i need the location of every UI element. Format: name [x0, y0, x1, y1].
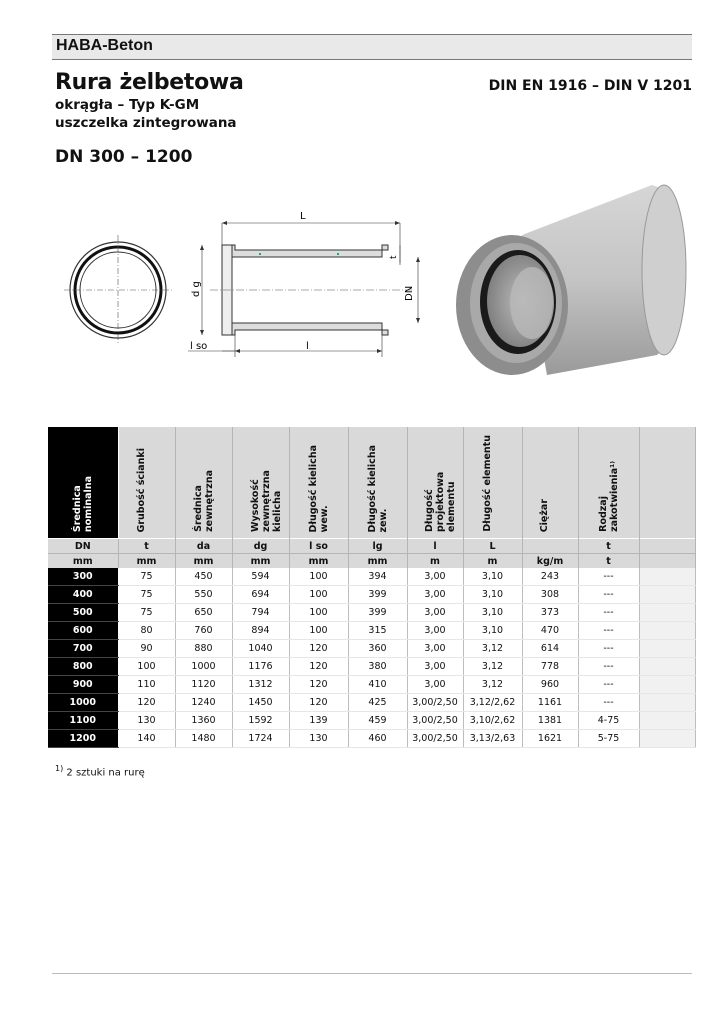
column-header: Rodzaj zakotwienia¹⁾: [578, 427, 639, 539]
dn-cell: 500: [48, 604, 118, 622]
table-cell: 3,10: [463, 622, 522, 640]
spec-table: [48, 427, 696, 748]
filler-cell: [639, 730, 695, 748]
table-cell: 394: [348, 568, 407, 586]
table-cell: 3,10/2,62: [463, 712, 522, 730]
dn-cell: 600: [48, 622, 118, 640]
bottom-divider: [52, 973, 692, 974]
filler-cell: [639, 586, 695, 604]
table-cell: 110: [118, 676, 175, 694]
table-cell: ---: [578, 568, 639, 586]
dn-cell: 1200: [48, 730, 118, 748]
filler-cell: [639, 676, 695, 694]
table-row: [48, 568, 695, 586]
table-cell: 120: [289, 640, 348, 658]
table-cell: 1360: [175, 712, 232, 730]
table-cell: 960: [522, 676, 578, 694]
table-cell: 5-75: [578, 730, 639, 748]
table-unit-row: [48, 554, 695, 569]
table-cell: 75: [118, 568, 175, 586]
table-cell: ---: [578, 694, 639, 712]
table-cell: 4-75: [578, 712, 639, 730]
technical-drawing: [60, 205, 420, 365]
symbol-cell: t: [118, 539, 175, 554]
dn-cell: 800: [48, 658, 118, 676]
table-cell: 75: [118, 604, 175, 622]
dn-cell: 400: [48, 586, 118, 604]
table-cell: 373: [522, 604, 578, 622]
table-cell: 120: [289, 694, 348, 712]
filler-cell: [639, 554, 695, 569]
table-row: [48, 676, 695, 694]
table-cell: 100: [118, 658, 175, 676]
table-cell: 360: [348, 640, 407, 658]
column-header: Średnica zewnętrzna: [175, 427, 232, 539]
table-cell: 1040: [232, 640, 289, 658]
table-cell: 315: [348, 622, 407, 640]
table-symbol-row: [48, 539, 695, 554]
table-cell: 3,00: [407, 658, 463, 676]
dn-cell: 300: [48, 568, 118, 586]
brand-bar: [52, 34, 692, 60]
table-cell: 550: [175, 586, 232, 604]
table-cell: 1480: [175, 730, 232, 748]
table-cell: 894: [232, 622, 289, 640]
table-cell: 3,00: [407, 640, 463, 658]
table-cell: ---: [578, 604, 639, 622]
product-subtitle-type: okrągła – Typ K-GM: [55, 97, 200, 113]
table-cell: 470: [522, 622, 578, 640]
dim-label-lso: l so: [190, 341, 208, 352]
table-cell: 100: [289, 622, 348, 640]
table-cell: 3,00/2,50: [407, 730, 463, 748]
footnote-mark: 1): [55, 764, 64, 773]
unit-cell: mm: [289, 554, 348, 569]
column-header: Długość kielicha wew.: [289, 427, 348, 539]
table-cell: ---: [578, 586, 639, 604]
column-header: Długość elementu: [463, 427, 522, 539]
column-header: Wysokość zewnętrzna kielicha: [232, 427, 289, 539]
symbol-cell: t: [578, 539, 639, 554]
table-cell: ---: [578, 658, 639, 676]
table-cell: 614: [522, 640, 578, 658]
table-cell: 140: [118, 730, 175, 748]
table-cell: 3,12/2,62: [463, 694, 522, 712]
table-cell: 3,13/2,63: [463, 730, 522, 748]
table-cell: 1312: [232, 676, 289, 694]
symbol-cell: [522, 539, 578, 554]
dim-label-t: t: [389, 255, 399, 259]
filler-cell: [639, 539, 695, 554]
table-row: [48, 712, 695, 730]
symbol-cell: lg: [348, 539, 407, 554]
pipe-image: [452, 175, 692, 390]
product-title: Rura żelbetowa: [55, 70, 244, 95]
table-cell: 410: [348, 676, 407, 694]
column-header: Długość kielicha zew.: [348, 427, 407, 539]
table-cell: 100: [289, 568, 348, 586]
table-cell: 100: [289, 604, 348, 622]
table-cell: 1621: [522, 730, 578, 748]
table-cell: 3,12: [463, 658, 522, 676]
table-cell: 3,10: [463, 586, 522, 604]
unit-cell: t: [578, 554, 639, 569]
table-cell: 399: [348, 604, 407, 622]
table-cell: ---: [578, 622, 639, 640]
unit-cell: m: [407, 554, 463, 569]
unit-cell: mm: [348, 554, 407, 569]
table-cell: 130: [289, 730, 348, 748]
table-cell: 120: [118, 694, 175, 712]
table-row: [48, 586, 695, 604]
table-row: [48, 604, 695, 622]
dn-cell: 1100: [48, 712, 118, 730]
table-cell: 139: [289, 712, 348, 730]
column-header: Średnica nominalna: [48, 427, 118, 539]
table-cell: 3,10: [463, 568, 522, 586]
table-cell: 120: [289, 676, 348, 694]
column-header: Długość projektowa elementu: [407, 427, 463, 539]
dn-cell: 900: [48, 676, 118, 694]
dn-cell: 1000: [48, 694, 118, 712]
table-cell: 3,00: [407, 622, 463, 640]
table-cell: 1240: [175, 694, 232, 712]
table-cell: 694: [232, 586, 289, 604]
table-cell: 3,00: [407, 604, 463, 622]
filler-cell: [639, 604, 695, 622]
table-cell: 1724: [232, 730, 289, 748]
table-cell: 425: [348, 694, 407, 712]
unit-cell: mm: [175, 554, 232, 569]
footnote: [55, 764, 145, 778]
table-cell: 3,00: [407, 568, 463, 586]
table-cell: ---: [578, 676, 639, 694]
symbol-cell: dg: [232, 539, 289, 554]
table-cell: 1381: [522, 712, 578, 730]
table-cell: ---: [578, 640, 639, 658]
column-header-empty: [639, 427, 695, 539]
table-cell: 380: [348, 658, 407, 676]
table-cell: 130: [118, 712, 175, 730]
table-cell: 778: [522, 658, 578, 676]
symbol-cell: da: [175, 539, 232, 554]
table-cell: 243: [522, 568, 578, 586]
dim-label-DN: DN: [404, 285, 415, 301]
table-cell: 1120: [175, 676, 232, 694]
table-cell: 880: [175, 640, 232, 658]
unit-cell: mm: [118, 554, 175, 569]
table-cell: 3,00/2,50: [407, 712, 463, 730]
table-cell: 460: [348, 730, 407, 748]
table-cell: 650: [175, 604, 232, 622]
filler-cell: [639, 694, 695, 712]
table-cell: 760: [175, 622, 232, 640]
table-cell: 3,10: [463, 604, 522, 622]
table-row: [48, 730, 695, 748]
filler-cell: [639, 658, 695, 676]
table-cell: 450: [175, 568, 232, 586]
table-row: [48, 694, 695, 712]
table-row: [48, 622, 695, 640]
table-cell: 3,12: [463, 676, 522, 694]
table-cell: 3,00/2,50: [407, 694, 463, 712]
pipe-section-view: [188, 221, 420, 357]
product-subtitle-seal: uszczelka zintegrowana: [55, 115, 237, 131]
table-cell: 120: [289, 658, 348, 676]
table-cell: 1000: [175, 658, 232, 676]
table-cell: 80: [118, 622, 175, 640]
table-body: [48, 568, 695, 748]
table-cell: 75: [118, 586, 175, 604]
dim-label-l: l: [306, 341, 309, 352]
table-cell: 90: [118, 640, 175, 658]
column-header: Ciężar: [522, 427, 578, 539]
filler-cell: [639, 640, 695, 658]
standard-label: DIN EN 1916 – DIN V 1201: [488, 78, 692, 94]
symbol-cell: l: [407, 539, 463, 554]
dn-cell: 700: [48, 640, 118, 658]
table-cell: 1450: [232, 694, 289, 712]
table-cell: 308: [522, 586, 578, 604]
table-cell: 1592: [232, 712, 289, 730]
table-header-row: [48, 427, 695, 539]
filler-cell: [639, 622, 695, 640]
filler-cell: [639, 712, 695, 730]
unit-cell: m: [463, 554, 522, 569]
table-cell: 399: [348, 586, 407, 604]
brand-name: HABA-Beton: [56, 37, 153, 54]
unit-cell: mm: [232, 554, 289, 569]
table-row: [48, 640, 695, 658]
table-cell: 3,00: [407, 676, 463, 694]
symbol-cell: L: [463, 539, 522, 554]
dim-label-L: L: [300, 211, 306, 222]
table-cell: 100: [289, 586, 348, 604]
dim-label-dg: d g: [191, 281, 202, 297]
table-row: [48, 658, 695, 676]
dn-range: DN 300 – 1200: [55, 147, 193, 167]
symbol-cell: l so: [289, 539, 348, 554]
table-cell: 1161: [522, 694, 578, 712]
ring-front-view: [64, 235, 172, 345]
column-header: Grubość ścianki: [118, 427, 175, 539]
filler-cell: [639, 568, 695, 586]
table-cell: 459: [348, 712, 407, 730]
unit-cell: mm: [48, 554, 118, 569]
symbol-cell: DN: [48, 539, 118, 554]
unit-cell: kg/m: [522, 554, 578, 569]
table-cell: 3,00: [407, 586, 463, 604]
table-cell: 1176: [232, 658, 289, 676]
table-cell: 3,12: [463, 640, 522, 658]
table-cell: 594: [232, 568, 289, 586]
table-cell: 794: [232, 604, 289, 622]
footnote-text: 2 sztuki na rurę: [63, 767, 145, 779]
